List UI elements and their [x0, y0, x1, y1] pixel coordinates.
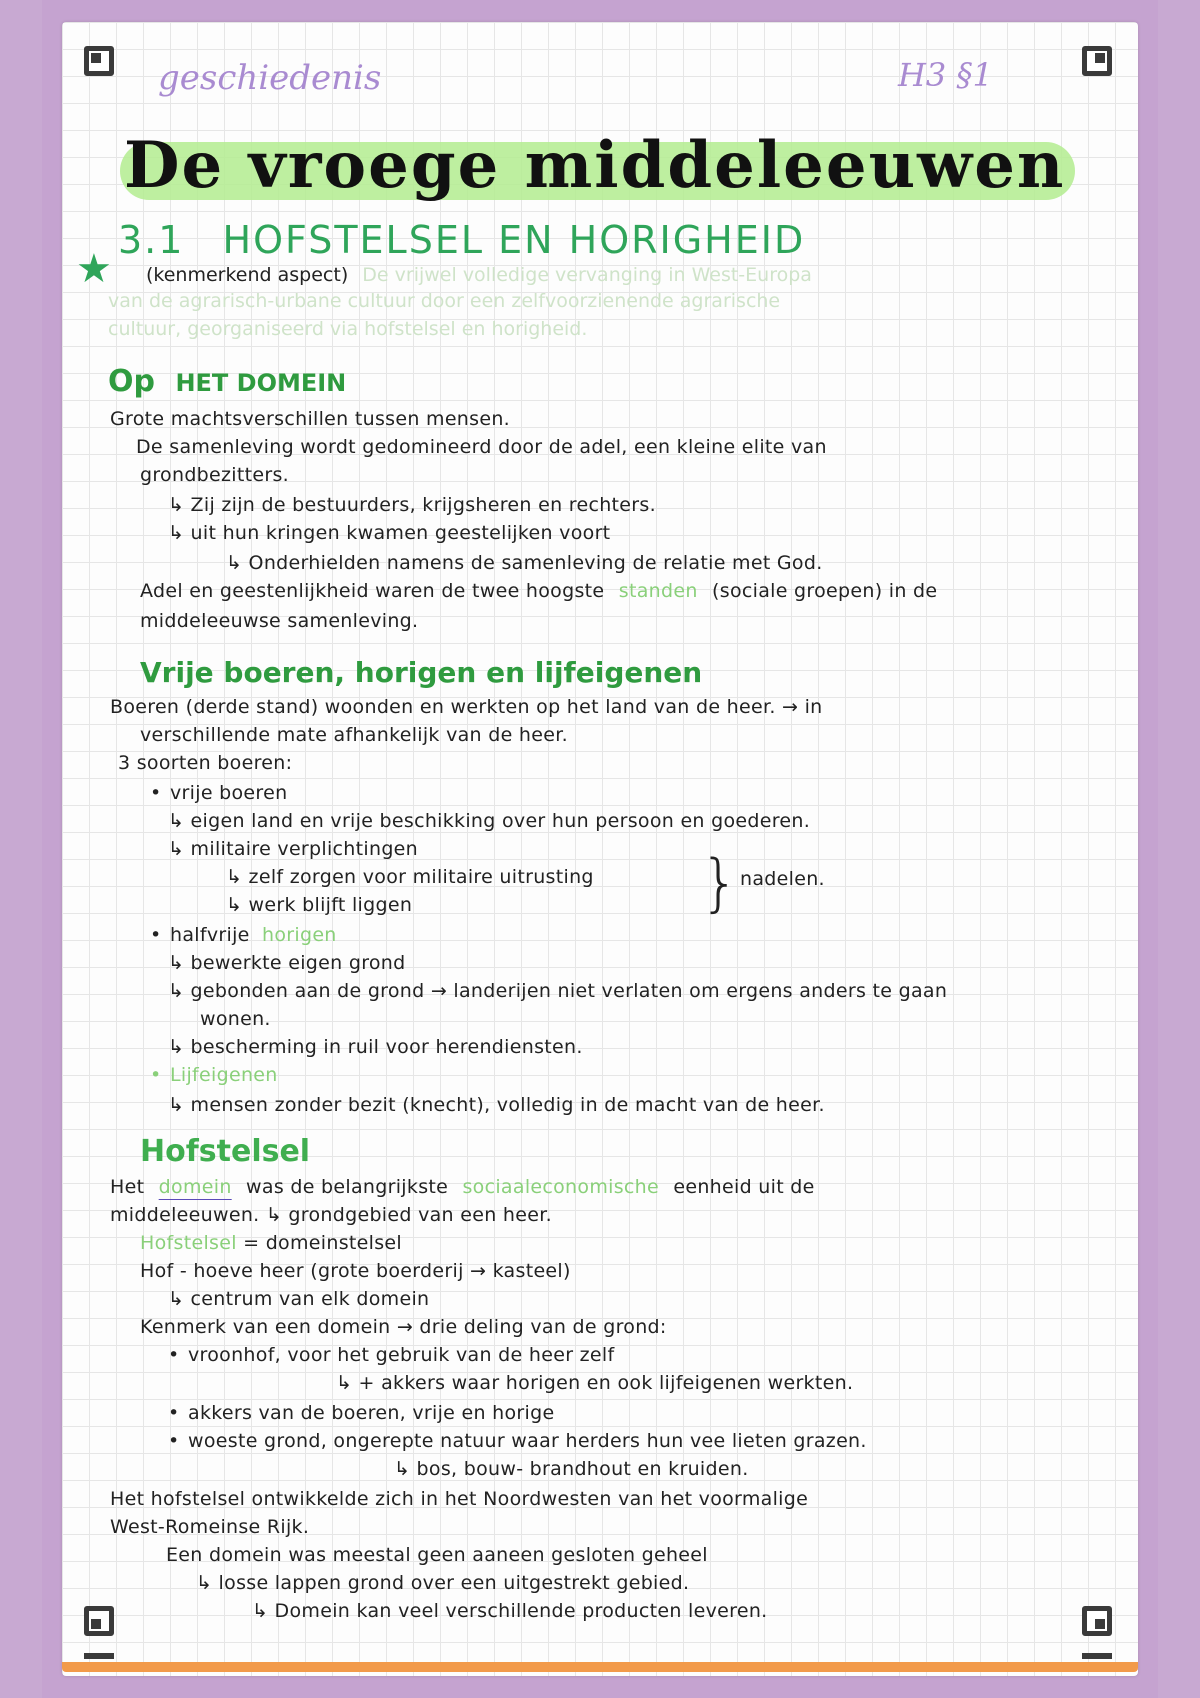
hof-text: was de belangrijkste: [246, 1176, 449, 1198]
hofstelsel-line: ↳ Domein kan veel verschillende producten leveren.: [252, 1600, 768, 1622]
page-title: De vroege middeleeuwen: [124, 128, 1066, 203]
boeren-detail: ↳ militaire verplichtingen: [168, 838, 419, 860]
boeren-detail: ↳ zelf zorgen voor militaire uitrusting: [226, 866, 594, 888]
hofstelsel-line: Hof - hoeve heer (grote boerderij → kasteel): [140, 1260, 571, 1282]
section-number: 3.1: [118, 218, 185, 262]
hofstelsel-heading: Hofstelsel: [140, 1134, 311, 1169]
hofstelsel-line: ↳ losse lappen grond over een uitgestrekt gebied.: [196, 1572, 690, 1594]
domein-line: De samenleving wordt gedomineerd door de adel, een kleine elite van: [136, 436, 827, 458]
domein-text: (sociale groepen) in de: [712, 580, 938, 602]
hofstelsel-line-1: [110, 1176, 815, 1198]
corner-marker-bottom-right: [1082, 1606, 1112, 1636]
horigen-term: horigen: [262, 924, 337, 946]
bullet-woeste-grond: • woeste grond, ongerepte natuur waar herders hun vee lieten grazen.: [188, 1430, 867, 1452]
hofstelsel-line: ↳ bos, bouw- brandhout en kruiden.: [394, 1458, 749, 1480]
bullet-vrije-boeren: • vrije boeren: [170, 782, 287, 804]
domein-line: ↳ Zij zijn de bestuurders, krijgsheren en rechters.: [168, 494, 656, 516]
boeren-detail: wonen.: [200, 1008, 271, 1030]
star-icon: ★: [76, 246, 112, 292]
bullet-vroonhof: • vroonhof, voor het gebruik van de heer zelf: [188, 1344, 614, 1366]
hof-text: = domeinstelsel: [243, 1232, 402, 1254]
boeren-intro: 3 soorten boeren:: [118, 752, 293, 774]
sociaaleconomische-term: sociaaleconomische: [462, 1176, 659, 1198]
hofstelsel-line: West-Romeinse Rijk.: [110, 1516, 310, 1538]
bullet-lijfeigenen: • Lijfeigenen: [170, 1064, 278, 1086]
domein-line: middeleeuwse samenleving.: [140, 610, 419, 632]
corner-marker-bottom-left: [84, 1606, 114, 1636]
boeren-detail: ↳ mensen zonder bezit (knecht), volledig in de macht van de heer.: [168, 1094, 825, 1116]
bullet-akkers: • akkers van de boeren, vrije en horige: [188, 1402, 554, 1424]
boeren-detail: ↳ gebonden aan de grond → landerijen niet verlaten om ergens anders te gaan: [168, 980, 948, 1002]
hofstelsel-line: Een domein was meestal geen aaneen gesloten geheel: [166, 1544, 708, 1566]
corner-bar-bottom-left: [84, 1653, 114, 1659]
subject-label: geschiedenis: [158, 58, 382, 98]
boeren-heading: Vrije boeren, horigen en lijfeigenen: [140, 656, 703, 689]
boeren-intro: Boeren (derde stand) woonden en werkten op het land van de heer. → in: [110, 696, 823, 718]
brace-icon: }: [700, 846, 740, 919]
domein-heading-rest: HET DOMEIN: [175, 369, 347, 397]
aspect-text-1: De vrijwel volledige vervanging in West-Europa: [362, 264, 812, 286]
boeren-detail: ↳ bescherming in ruil voor herendiensten.: [168, 1036, 583, 1058]
aspect-text-3: cultuur, georganiseerd via hofstelsel en horigheid.: [108, 318, 588, 340]
chapter-label: H3 §1: [898, 56, 993, 94]
aspect-label: (kenmerkend aspect): [146, 264, 349, 286]
hofstelsel-line: ↳ centrum van elk domein: [168, 1288, 430, 1310]
section-heading: [118, 218, 805, 262]
hof-text: Het: [110, 1176, 145, 1198]
domein-heading: [108, 364, 346, 399]
standen-term: standen: [618, 580, 698, 602]
hofstelsel-line: Kenmerk van een domein → drie deling van de grond:: [140, 1316, 667, 1338]
halfvrije-text: halfvrije: [170, 924, 250, 946]
corner-marker-top-right: [1082, 46, 1112, 76]
hofstelsel-line: ↳ + akkers waar horigen en ook lijfeigenen werkten.: [336, 1372, 854, 1394]
nadelen-label: nadelen.: [740, 868, 825, 890]
hofstelsel-term: Hofstelsel: [140, 1232, 237, 1254]
boeren-detail: ↳ eigen land en vrije beschikking over hun persoon en goederen.: [168, 810, 811, 832]
section-title: HOFSTELSEL EN HORIGHEID: [222, 218, 806, 262]
hofstelsel-line: Het hofstelsel ontwikkelde zich in het Noordwesten van het voormalige: [110, 1488, 809, 1510]
aspect-line-1: [146, 264, 812, 286]
corner-marker-top-left: [84, 46, 114, 76]
domein-term: domein: [158, 1176, 232, 1198]
domein-text: Adel en geestenlijkheid waren de twee hoogste: [140, 580, 605, 602]
hofstelsel-line-3: [140, 1232, 402, 1254]
page-bottom-strip: [62, 1662, 1138, 1672]
boeren-detail: ↳ bewerkte eigen grond: [168, 952, 406, 974]
bullet-halfvrije: [170, 924, 337, 946]
domein-line: ↳ uit hun kringen kwamen geestelijken voort: [168, 522, 611, 544]
boeren-detail: ↳ werk blijft liggen: [226, 894, 413, 916]
domein-line: Grote machtsverschillen tussen mensen.: [110, 408, 511, 430]
aspect-text-2: van de agrarisch-urbane cultuur door een zelfvoorzienende agrarische: [108, 290, 781, 312]
hofstelsel-line: middeleeuwen. ↳ grondgebied van een heer.: [110, 1204, 552, 1226]
boeren-intro: verschillende mate afhankelijk van de heer.: [140, 724, 568, 746]
hof-text: eenheid uit de: [673, 1176, 815, 1198]
domein-heading-op: Op: [108, 364, 155, 399]
domein-line: grondbezitters.: [140, 464, 290, 486]
corner-bar-bottom-right: [1082, 1653, 1112, 1659]
domein-line: ↳ Onderhielden namens de samenleving de relatie met God.: [226, 552, 823, 574]
domein-line-standen: [140, 580, 937, 602]
